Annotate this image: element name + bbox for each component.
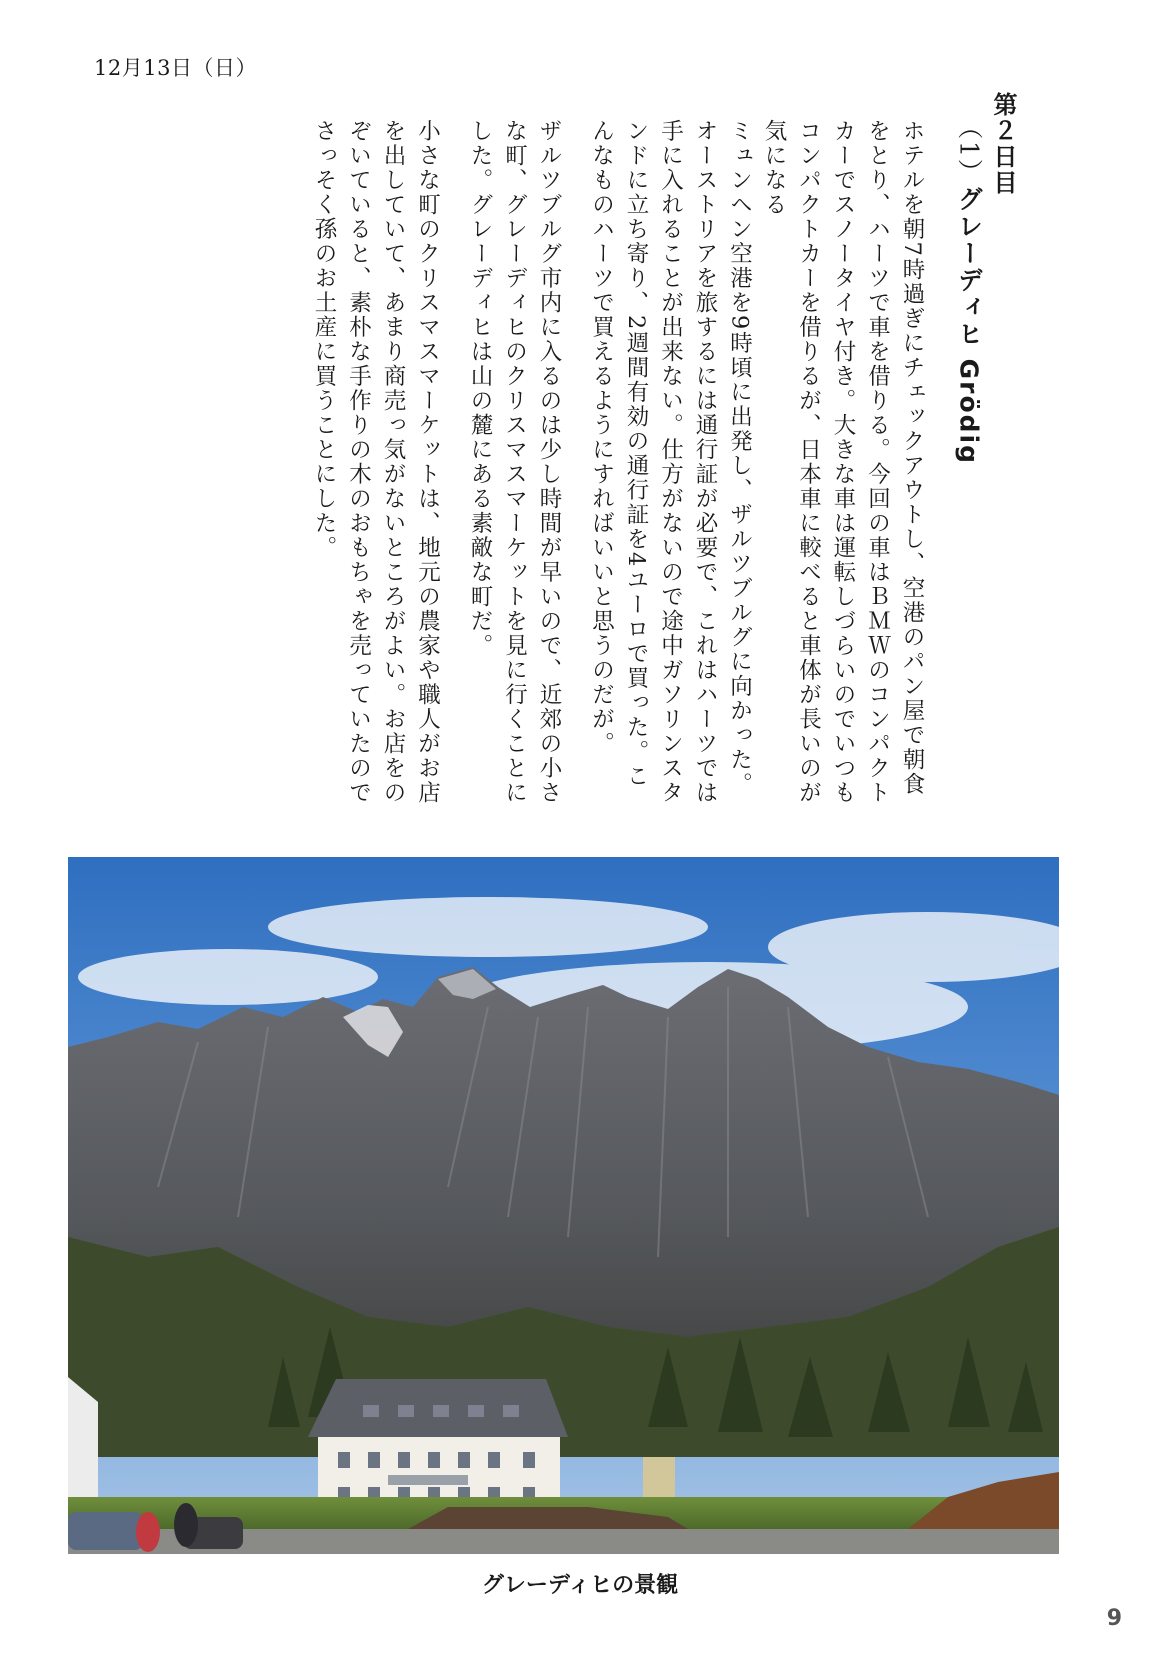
day-title: 第２日目 bbox=[989, 92, 1018, 196]
section-title-text: グレーディヒ Grödig bbox=[954, 185, 984, 465]
paragraph-2: ミュンヘン空港を9時頃に出発し、ザルツブルグに向かった。オーストリアを旅するには通行証が必要で、これはハーツでは手に入れることが出来ない。仕方がないので途中ガソリンスタンドに立ち寄り、2週間有効の通行証を4ユーロで買った。こんなものハーツで買えるようにすればいいと思うのだが。 bbox=[588, 119, 753, 805]
signboard bbox=[643, 1457, 675, 1497]
photo-caption: グレーディヒの景観 bbox=[481, 1573, 679, 1598]
date-header: 12月13日（日） bbox=[94, 56, 257, 80]
article-body bbox=[160, 92, 1020, 812]
landscape-photo bbox=[68, 857, 1059, 1554]
page-number: 9 bbox=[1106, 1606, 1122, 1631]
white-building bbox=[308, 1379, 568, 1517]
paragraph-1: ホテルを朝7時過ぎにチェックアウトし、空港のパン屋で朝食をとり、ハーツで車を借りる。今回の車はＢＭＷのコンパクトカーでスノータイヤ付き。大きな車は運転しづらいのでいつもコンパクトカーを借りるが、日本車に較べると車体が長いのが気になる bbox=[761, 119, 925, 805]
section-number: （1） bbox=[954, 114, 984, 186]
paragraph-3: ザルツブルグ市内に入るのは少し時間が早いので、近郊の小さな町、グレーディヒのクリスマスマーケットを見に行くことにした。グレーディヒは山の麓にある素敵な町だ。 bbox=[467, 119, 562, 805]
paragraph-4: 小さな町のクリスマスマーケットは、地元の農家や職人がお店を出していて、あまり商売っ気がないところがよい。お店をのぞいていると、素朴な手作りの木のおもちゃを売っていたのでさっそく孫のお土産に買うことにした。 bbox=[311, 119, 441, 805]
section-title bbox=[951, 92, 986, 812]
